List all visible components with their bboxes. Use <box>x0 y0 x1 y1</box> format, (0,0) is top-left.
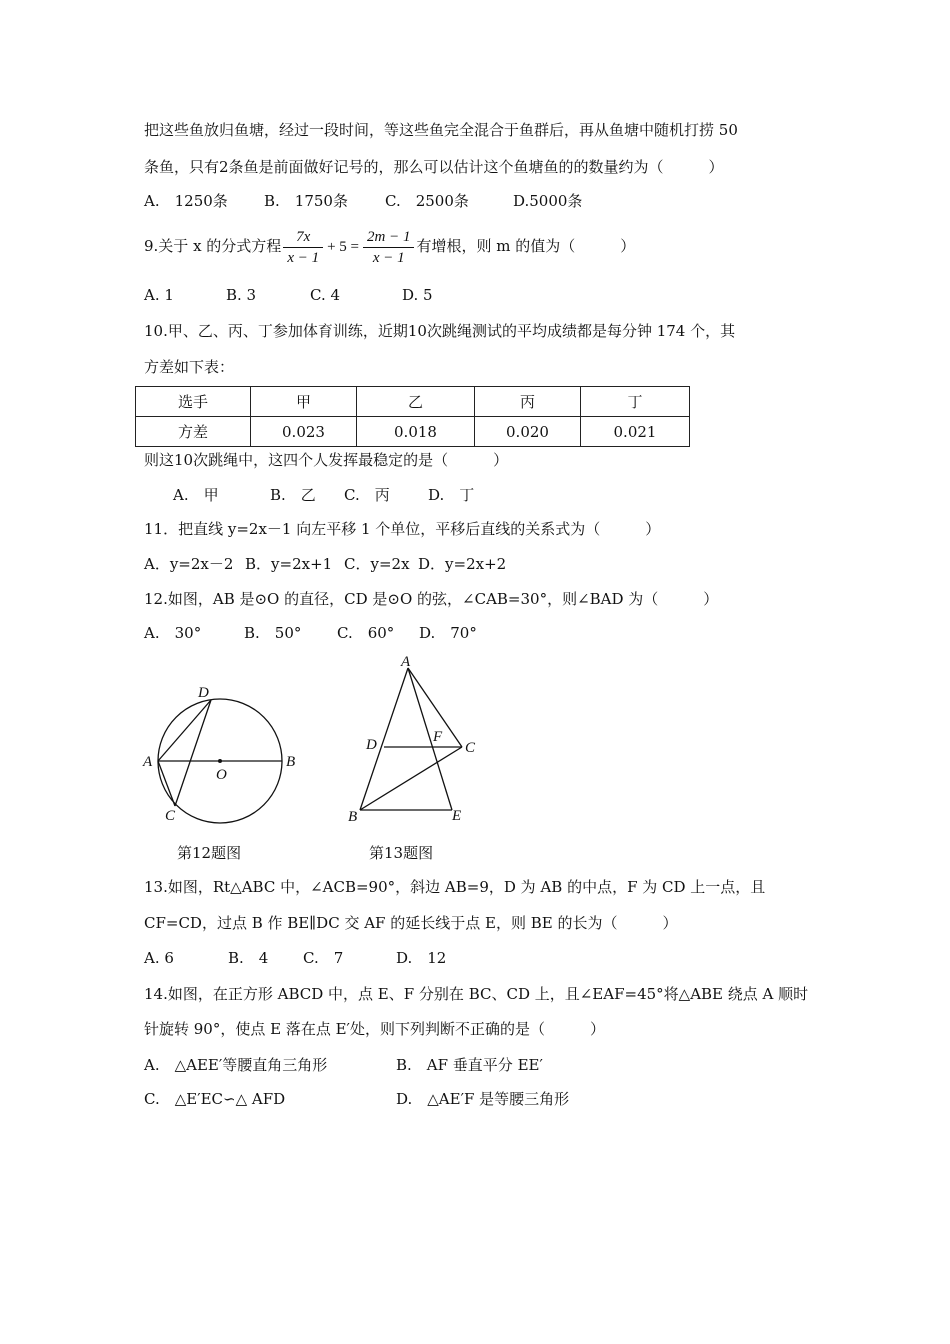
q12-option-a: A. 30° <box>144 624 202 642</box>
q10-option-d: D. 丁 <box>428 486 475 504</box>
q12-option-d: D. 70° <box>419 624 477 642</box>
label-o: O <box>216 767 227 783</box>
figure-12-caption: 第12题图 <box>177 844 242 862</box>
q11-option-c: C．y=2x <box>344 555 410 573</box>
q8-option-d: D.5000条 <box>513 192 583 210</box>
table-header-cell: 丁 <box>581 387 690 417</box>
q8-option-c: C. 2500条 <box>385 192 469 210</box>
q13-text-line2: CF=CD，过点 B 作 BE∥DC 交 AF 的延长线于点 E，则 BE 的长为（ ） <box>144 914 678 932</box>
q10-question: 则这10次跳绳中，这四个人发挥最稳定的是（ ） <box>144 451 509 469</box>
label-d: D <box>198 685 209 701</box>
q12-option-b: B. 50° <box>244 624 302 642</box>
q9-frac1-numerator: 7x <box>283 227 323 248</box>
q13-option-a: A. 6 <box>144 949 174 967</box>
q13-option-b: B. 4 <box>228 949 269 967</box>
label-c: C <box>465 740 476 756</box>
chord-ac <box>158 761 175 806</box>
q9-equation-line <box>144 224 635 269</box>
label-f: F <box>433 729 443 745</box>
table-cell: 0.023 <box>251 417 357 447</box>
chord-cd <box>175 700 211 806</box>
q13-text-line1: 13.如图，Rt△ABC 中，∠ACB=90°，斜边 AB=9，D 为 AB 的中点，F 为 CD 上一点，且 <box>144 878 766 896</box>
q9-prefix: 9.关于 x 的分式方程 <box>144 237 282 255</box>
variance-table <box>135 386 690 447</box>
variance-table-row <box>136 417 690 447</box>
variance-table-header-row <box>136 387 690 417</box>
q14-option-a: A. △AEE′等腰直角三角形 <box>144 1056 328 1074</box>
q9-frac2-numerator: 2m − 1 <box>363 227 414 248</box>
q10-text-line1: 10.甲、乙、丙、丁参加体育训练，近期10次跳绳测试的平均成绩都是每分钟 174 个，其 <box>144 322 736 340</box>
table-header-cell: 乙 <box>357 387 475 417</box>
q9-option-d: D. 5 <box>402 286 433 304</box>
q9-option-c: C. 4 <box>310 286 341 304</box>
q12-option-c: C. 60° <box>337 624 395 642</box>
table-cell: 0.021 <box>581 417 690 447</box>
figure-12-circle-diagram <box>138 680 308 830</box>
segment-ae <box>408 668 452 810</box>
q10-option-b: B. 乙 <box>270 486 316 504</box>
q11-text: 11．把直线 y=2x－1 向左平移 1 个单位，平移后直线的关系式为（ ） <box>144 520 661 538</box>
q14-option-c: C. △E′EC∽△ AFD <box>144 1090 286 1108</box>
q9-fraction-1 <box>283 227 323 268</box>
q13-option-d: D. 12 <box>396 949 447 967</box>
q8-option-a: A. 1250条 <box>144 192 228 210</box>
table-header-cell: 选手 <box>136 387 251 417</box>
label-c: C <box>165 808 176 824</box>
label-e: E <box>452 808 462 824</box>
table-cell: 方差 <box>136 417 251 447</box>
q9-frac2-denominator: x − 1 <box>372 249 405 266</box>
q8-option-b: B. 1750条 <box>264 192 348 210</box>
q12-text: 12.如图，AB 是⊙O 的直径，CD 是⊙O 的弦，∠CAB=30°，则∠BAD 为（ ） <box>144 590 719 608</box>
q10-option-a: A. 甲 <box>173 486 219 504</box>
q9-plus-five: + 5 = <box>327 239 360 255</box>
label-a: A <box>143 754 153 770</box>
q8-text-line2: 条鱼，只有2条鱼是前面做好记号的，那么可以估计这个鱼塘鱼的的数量约为（ ） <box>144 158 724 176</box>
q9-frac1-denominator: x − 1 <box>287 249 320 266</box>
table-header-cell: 甲 <box>251 387 357 417</box>
figure-13-caption: 第13题图 <box>369 844 434 862</box>
q14-text-line2: 针旋转 90°，使点 E 落在点 E′处，则下列判断不正确的是（ ） <box>144 1020 605 1038</box>
q9-fraction-2 <box>363 227 414 268</box>
q9-option-a: A. 1 <box>144 286 174 304</box>
q14-option-d: D. △AE′F 是等腰三角形 <box>396 1090 570 1108</box>
figure-13-triangle-diagram <box>340 650 490 830</box>
q10-option-c: C. 丙 <box>344 486 390 504</box>
table-cell: 0.018 <box>357 417 475 447</box>
label-a: A <box>401 654 411 670</box>
q11-option-b: B．y=2x+1 <box>245 555 333 573</box>
q11-option-d: D．y=2x+2 <box>418 555 507 573</box>
center-point-o <box>218 759 222 763</box>
q8-text-line1: 把这些鱼放归鱼塘，经过一段时间，等这些鱼完全混合于鱼群后，再从鱼塘中随机打捞 50 <box>144 121 738 139</box>
q13-option-c: C. 7 <box>303 949 344 967</box>
table-cell: 0.020 <box>475 417 581 447</box>
q11-option-a: A．y=2x－2 <box>144 555 234 573</box>
q14-option-b: B. AF 垂直平分 EE′ <box>396 1056 543 1074</box>
q9-option-b: B. 3 <box>226 286 257 304</box>
table-header-cell: 丙 <box>475 387 581 417</box>
q9-suffix: 有增根，则 m 的值为（ ） <box>416 237 636 255</box>
label-b: B <box>348 809 358 825</box>
segment-bc <box>360 747 462 810</box>
q10-text-line2: 方差如下表： <box>144 358 235 376</box>
label-b: B <box>286 754 296 770</box>
label-d: D <box>366 737 377 753</box>
q14-text-line1: 14.如图，在正方形 ABCD 中，点 E、F 分别在 BC、CD 上，且∠EAF=45°将△ABE 绕点 A 顺时 <box>144 985 809 1003</box>
